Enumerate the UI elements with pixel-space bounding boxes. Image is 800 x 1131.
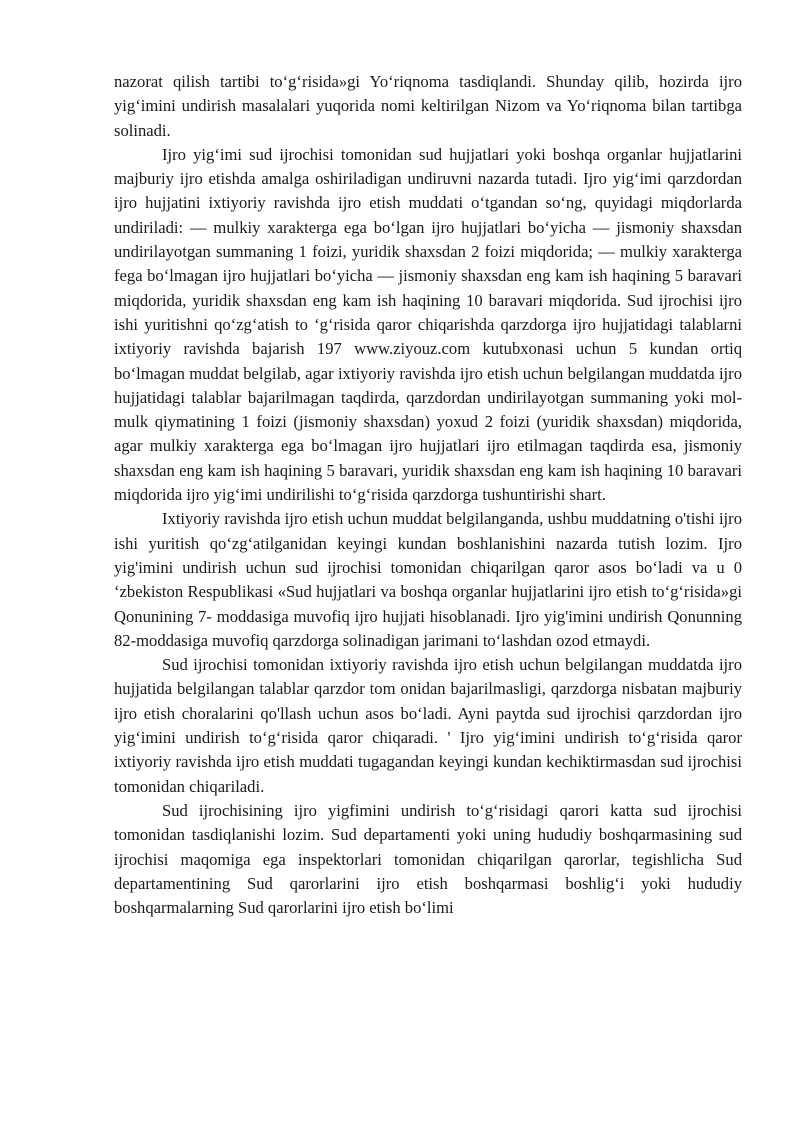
paragraph-1: nazorat qilish tartibi to‘g‘risida»gi Yo‘riqnoma tasdiqlandi. Shunday qilib, hozirda ijro yig‘imini undirish masalalari yuqorida nomi keltirilgan Nizom va Yo‘riqnoma bilan tartibga solinadi. bbox=[114, 72, 742, 140]
paragraph-3: Ixtiyoriy ravishda ijro etish uchun muddat belgilanganda, ushbu muddatning o'tishi ijro ishi yuritish qo‘zg‘atilganidan keyingi kundan boshlanishini nazarda tutish lozim. Ijro yig'imini undirish uchun sud ijrochisi tomonidan chiqarilgan qaror asos bo‘ladi va u 0 ‘zbekiston Respublikasi «Sud hujjatlari va boshqa organlar hujjatlarini ijro etish to‘g‘risida»gi Qonunining 7- moddasiga muvofiq ijro hujjati hisoblanadi. Ijro yig'imini undirish Qonunning 82-moddasiga muvofiq qarzdorga solinadigan jarimani to‘lashdan ozod etmaydi. bbox=[114, 509, 742, 650]
paragraph-4: Sud ijrochisi tomonidan ixtiyoriy ravishda ijro etish uchun belgilangan muddatda ijro hujjatida belgilangan talablar qarzdor tom onidan bajarilmasligi, qarzdorga nisbatan majburiy ijro etish choralarini qo'llash uchun asos bo‘ladi. Ayni paytda sud ijrochisi qarzdordan ijro yig‘imini undirish to‘g‘risida qaror chiqaradi. ' Ijro yig‘imini undirish to‘g‘risida qaror ixtiyoriy ravishda ijro etish muddati tugagandan keyingi kundan kechiktirmasdan sud ijrochisi tomonidan chiqariladi. bbox=[114, 655, 742, 796]
document-page bbox=[114, 70, 742, 920]
paragraph-2: Ijro yig‘imi sud ijrochisi tomonidan sud hujjatlari yoki boshqa organlar hujjatlarini majburiy ijro etishda amalga oshiriladigan undiruvni nazarda tutadi. Ijro yig‘imi qarzdordan ijro hujjatini ixtiyoriy ravishda ijro etish muddati o‘tgandan so‘ng, quyidagi miqdorlarda undiriladi: — mulkiy xarakterga ega bo‘lgan ijro hujjatlari bo‘yicha — jismoniy shaxsdan undirilayotgan summaning 1 foizi, yuridik shaxsdan 2 foizi miqdorida; — mulkiy xarakterga fega bo‘lmagan ijro hujjatlari bo‘yicha — jismoniy shaxsdan eng kam ish haqining 5 baravari miqdorida, yuridik shaxsdan eng kam ish haqining 10 baravari miqdorida. Sud ijrochisi ijro ishi yuritishni qo‘zg‘atish to ‘g‘risida qaror chiqarishda qarzdorga ijro hujjatidagi talablarni ixtiyoriy ravishda bajarish 197 www.ziyouz.com kutubxonasi uchun 5 kundan ortiq bo‘lmagan muddat belgilab, agar ixtiyoriy ravishda ijro etish uchun belgilangan muddatda ijro hujjatidagi talablar bajarilmagan taqdirda, qarzdordan undirilayotgan summaning yoki mol-mulk qiymatining 1 foizi (jismoniy shaxsdan) yoxud 2 foizi (yuridik shaxsdan) miqdorida, agar mulkiy xarakterga ega bo‘lmagan ijro hujjatlari ijro etilmagan taqdirda esa, jismoniy shaxsdan eng kam ish haqining 5 baravari, yuridik shaxsdan eng kam ish haqining 10 baravari miqdorida ijro yig‘imi undirilishi to‘g‘risida qarzdorga tushuntirishi shart. bbox=[114, 144, 742, 505]
paragraph-5: Sud ijrochisining ijro yigfimini undirish to‘g‘risidagi qarori katta sud ijrochisi tomonidan tasdiqlanishi lozim. Sud departamenti yoki uning hududiy boshqarmasining sud ijrochisi maqomiga ega inspektorlari tomonidan chiqarilgan qarorlar, tegishlicha Sud departamentining Sud qarorlarini ijro etish boshqarmasi boshlig‘i yoki hududiy boshqarmalarning Sud qarorlarini ijro etish bo‘limi bbox=[114, 800, 742, 918]
